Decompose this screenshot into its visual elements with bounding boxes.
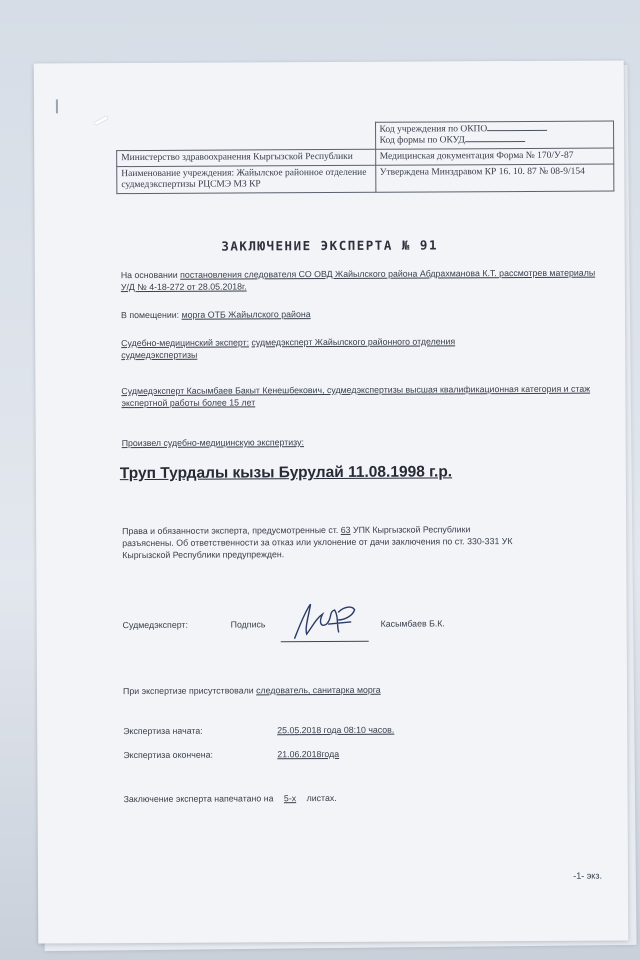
staple-icon: [94, 116, 108, 125]
basis-label: На основании: [120, 269, 178, 281]
present-label: При экспертизе присутствовали: [122, 685, 254, 697]
document-title: ЗАКЛЮЧЕНИЕ ЭКСПЕРТА № 91: [221, 237, 439, 254]
basis-text: постановления следователя СО ОВД Жайылского района Абдрахманова К.Т. рассмотрев материалы У/Д № 4-18-272 от 28.05.2018г.: [120, 267, 596, 293]
copy-mark: -1- экз.: [573, 870, 602, 881]
expert-details-text: Судмедэксперт Касымбаев Бакыт Кенешбекович, судмедэкспертизы высшая квалификационная категория и стаж экспертной работы более 15 лет: [121, 383, 591, 409]
rights-article: 63: [340, 524, 351, 535]
printed-text-1: Заключение эксперта напечатано на: [123, 793, 274, 805]
present-line: [123, 684, 381, 697]
okud-label: Код формы по ОКУД: [379, 135, 465, 146]
sign-role: Судмедэксперт:: [122, 619, 188, 631]
rights-text-4: Кыргызской Республики предупрежден.: [122, 549, 285, 561]
ministry-cell: Министерство здравоохранения Кыргызской Республики: [117, 149, 376, 166]
started-label: Экспертиза начата:: [123, 725, 203, 737]
rights-paragraph: [122, 523, 592, 561]
performed-line: [122, 436, 304, 449]
subject-heading: Труп Турдалы кызы Бурулай 11.08.1998 г.р.: [119, 463, 453, 483]
okpo-label: Код учреждения по ОКПО: [379, 124, 488, 135]
document-sheet: [34, 60, 629, 943]
rights-text-3: разъяснены. Об ответственности за отказ или уклонение от дачи заключения по ст. 330-331 УК: [122, 536, 513, 549]
premises-line: [121, 308, 311, 321]
premises-label: В помещении:: [120, 309, 180, 321]
expert-line: [121, 335, 521, 361]
finished-label: Экспертиза окончена:: [123, 749, 213, 761]
present-value: следователь, санитарка морга: [256, 684, 381, 696]
approved-cell: Утверждена Минздравом КР 16. 10. 87 № 08-9/154: [375, 164, 614, 192]
printed-line: [124, 792, 337, 805]
basis-line: [121, 267, 601, 294]
started-value: 25.05.2018 года 08:10 часов.: [277, 724, 395, 736]
okpo-okud-cell: [375, 121, 614, 149]
med-doc-cell: Медицинская документация Форма № 170/У-87: [375, 148, 614, 165]
expert-value: судмедэксперт Жайылского районного отделения судмедэкспертизы: [121, 336, 456, 361]
expert-label: Судебно-медицинский эксперт:: [121, 337, 250, 349]
printed-count: 5-х: [283, 793, 297, 804]
margin-mark: [56, 99, 58, 113]
institution-cell: Наименование учреждения: Жайылское районное отделение судмедэкспертизы РЦСМЭ МЗ КР: [117, 165, 376, 193]
sign-label: Подпись: [230, 619, 266, 630]
rights-text-2: УПК Кыргызской Республики: [352, 524, 471, 535]
premises-value: морга ОТБ Жайылского района: [181, 309, 311, 320]
signature-icon: [289, 598, 369, 644]
sign-name: Касымбаев Б.К.: [380, 618, 445, 629]
rights-text-1: Права и обязанности эксперта, предусмотренные ст.: [122, 524, 339, 537]
performed-text: Произвел судебно-медицинскую экспертизу:: [121, 437, 304, 449]
expert-details: [121, 383, 591, 409]
finished-value: 21.06.2018года: [277, 748, 340, 760]
header-table: [116, 121, 614, 195]
printed-text-2: листах.: [306, 792, 337, 804]
